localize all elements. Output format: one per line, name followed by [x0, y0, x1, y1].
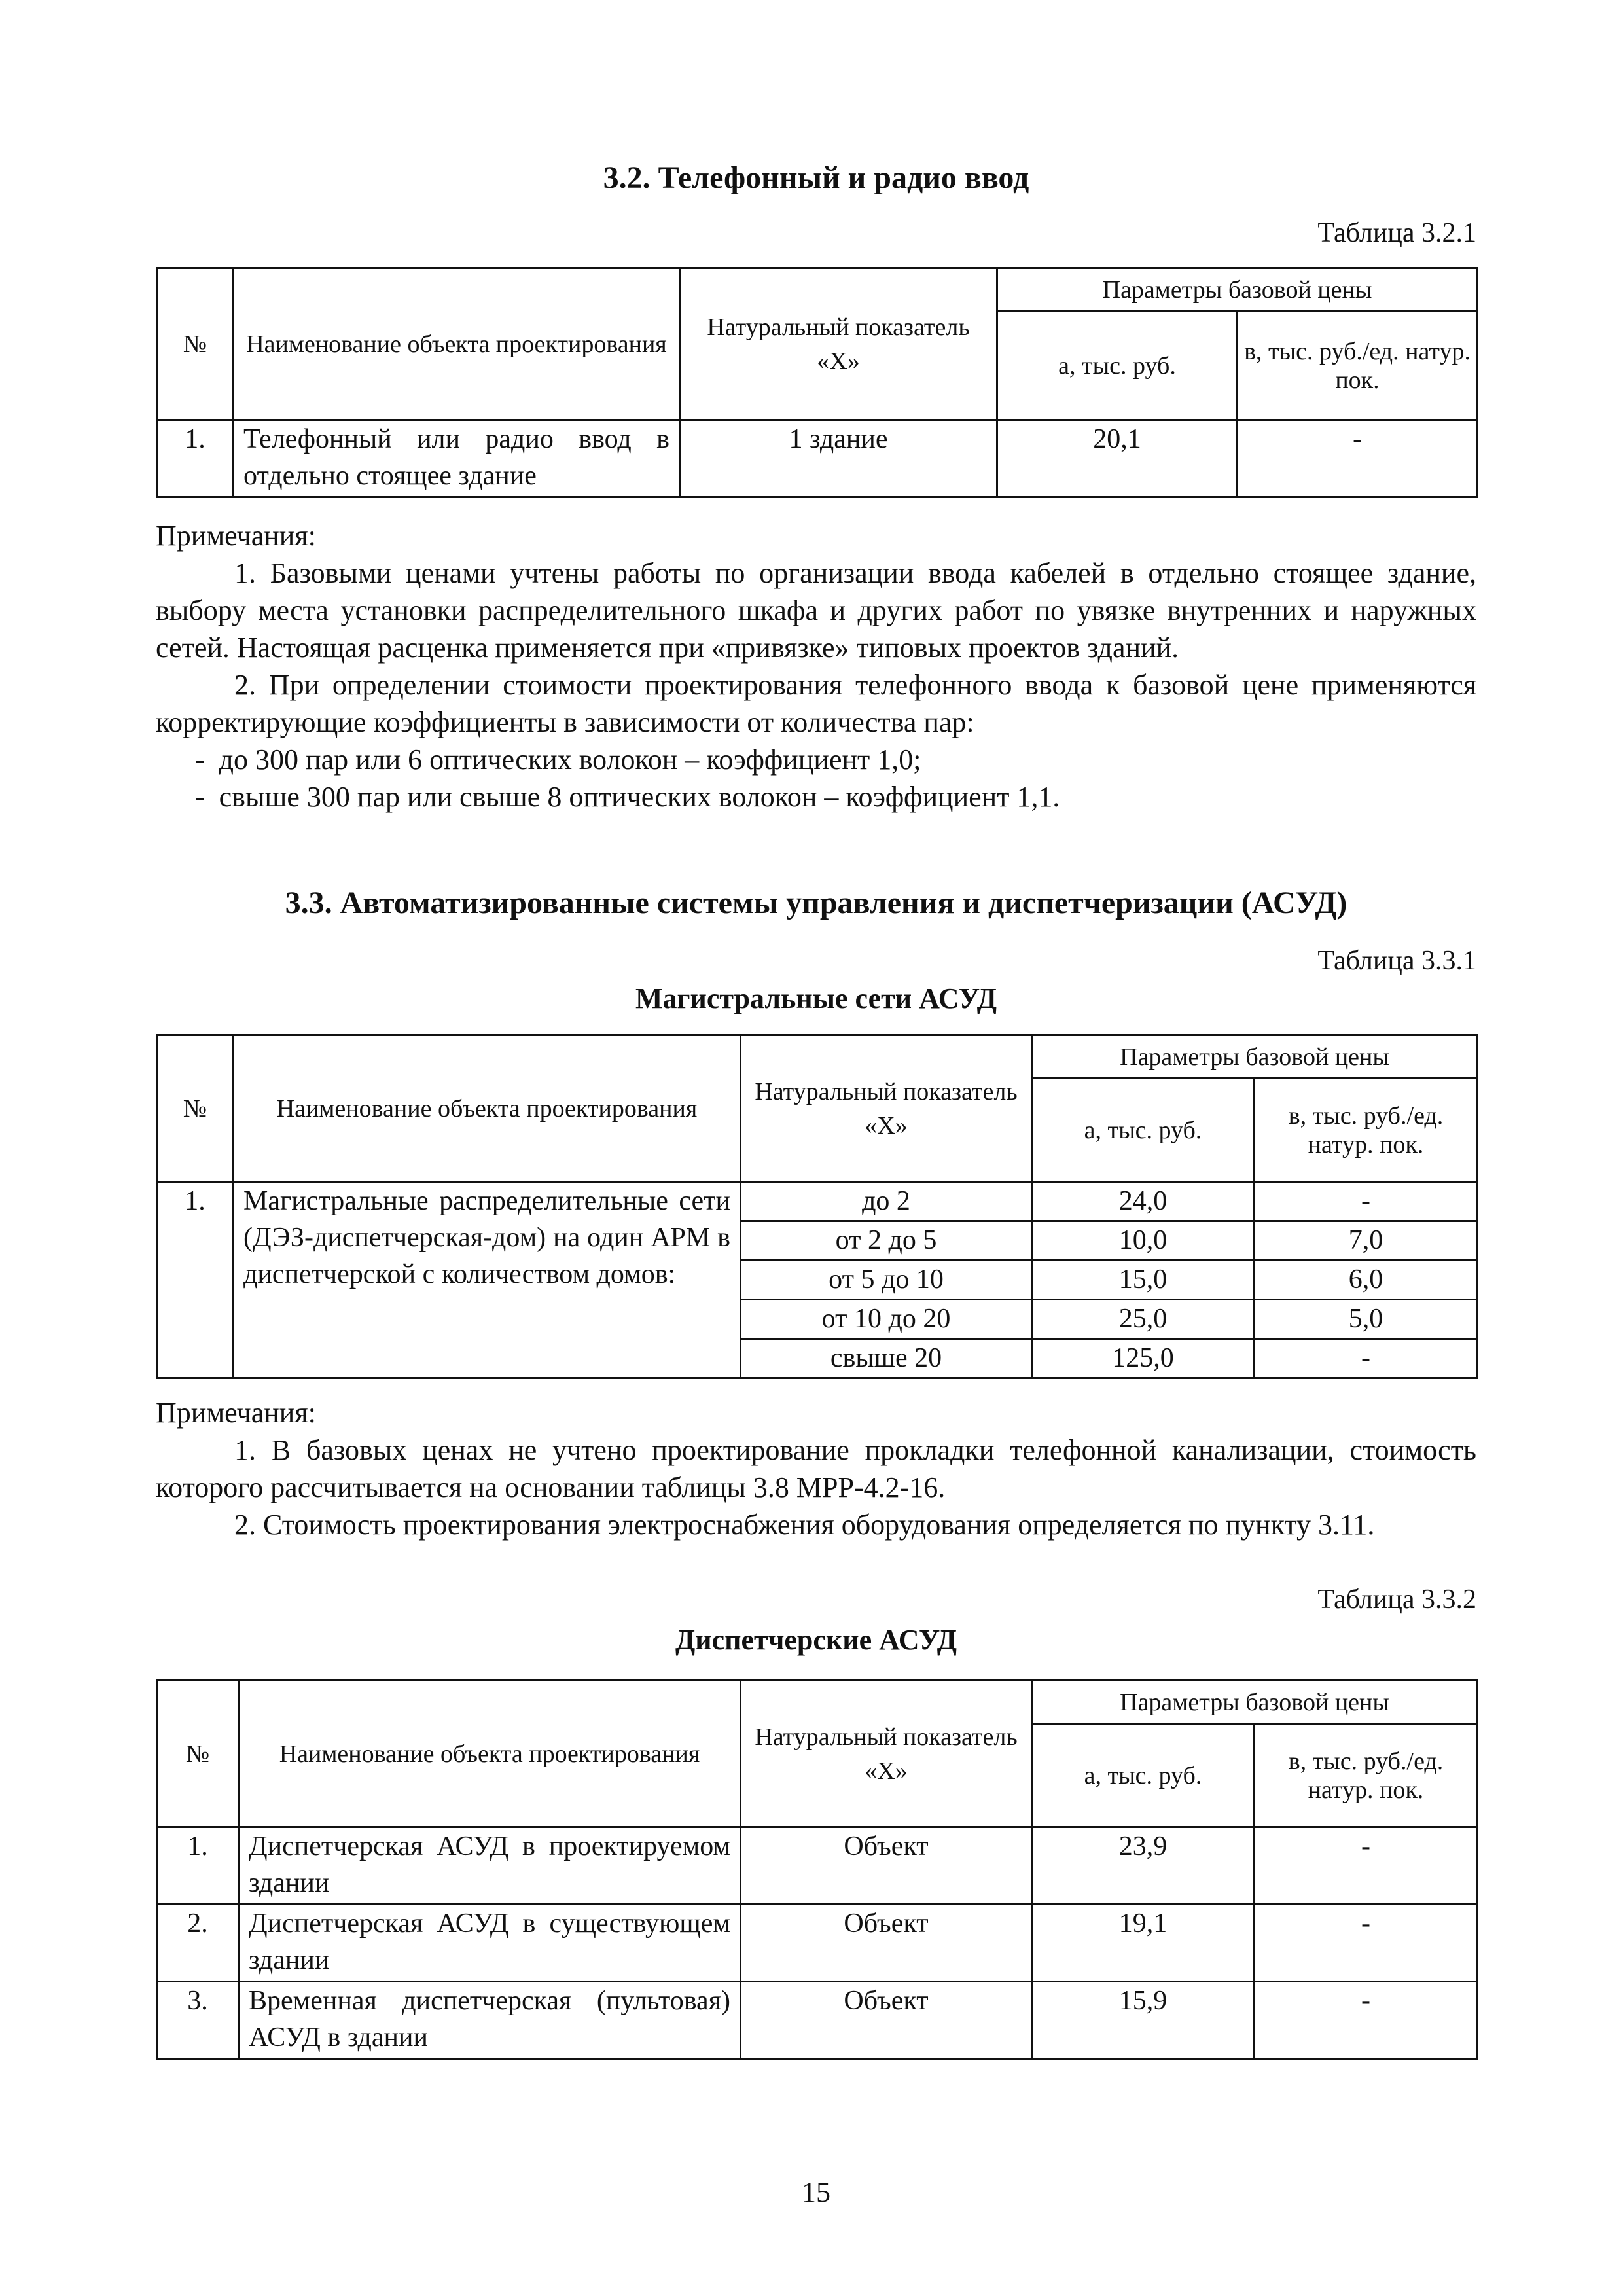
- row-b: 6,0: [1255, 1261, 1478, 1300]
- row-indicator: Объект: [741, 1905, 1032, 1982]
- row-b: 7,0: [1255, 1221, 1478, 1261]
- header-a: а, тыс. руб.: [1032, 1079, 1255, 1182]
- row-indicator: 1 здание: [680, 420, 997, 497]
- header-a: а, тыс. руб.: [1032, 1724, 1255, 1827]
- table-label-3-2-1: Таблица 3.2.1: [1317, 218, 1476, 248]
- row-a: 15,0: [1032, 1261, 1255, 1300]
- row-num: 3.: [157, 1982, 239, 2059]
- row-a: 24,0: [1032, 1182, 1255, 1221]
- header-b: в, тыс. руб./ед. натур. пок.: [1255, 1079, 1478, 1182]
- table-row: [157, 1982, 1478, 2059]
- table-row: [157, 1905, 1478, 1982]
- header-a: а, тыс. руб.: [997, 312, 1238, 420]
- page-number: 15: [802, 2176, 830, 2208]
- row-b: 5,0: [1255, 1300, 1478, 1339]
- row-indicator: от 10 до 20: [741, 1300, 1032, 1339]
- table-caption-3-3-2: Диспетчерские АСУД: [675, 1624, 957, 1656]
- row-num: 2.: [157, 1905, 239, 1982]
- row-a: 10,0: [1032, 1221, 1255, 1261]
- header-num: №: [157, 1035, 234, 1182]
- row-name: Диспетчерская АСУД в существующем здании: [239, 1905, 741, 1982]
- note-dash-1: - до 300 пар или 6 оптических волокон – коэффициент 1,0;: [195, 744, 921, 776]
- note-2: 2. При определении стоимости проектирования телефонного ввода к базовой цене применяются корректирующие коэффициенты в зависимости от количества пар:: [156, 669, 1476, 738]
- row-indicator: до 2: [741, 1182, 1032, 1221]
- row-a: 15,9: [1032, 1982, 1255, 2059]
- notes-3-2: [156, 517, 1476, 816]
- header-params: Параметры базовой цены: [1032, 1681, 1478, 1724]
- row-name: Телефонный или радио ввод в отдельно стоящее здание: [234, 420, 680, 497]
- header-num: №: [157, 268, 234, 420]
- row-indicator: Объект: [741, 1827, 1032, 1905]
- note-2: 2. Стоимость проектирования электроснабжения оборудования определяется по пункту 3.11.: [234, 1509, 1375, 1541]
- table-label-3-3-2: Таблица 3.3.2: [1317, 1585, 1476, 1615]
- table-3-3-1: [156, 1034, 1478, 1379]
- table-3-2-1: [156, 267, 1478, 498]
- row-a: 19,1: [1032, 1905, 1255, 1982]
- row-indicator: от 2 до 5: [741, 1221, 1032, 1261]
- row-indicator: от 5 до 10: [741, 1261, 1032, 1300]
- row-num: 1.: [157, 420, 234, 497]
- header-indicator: Натуральный показатель «Х»: [741, 1035, 1032, 1182]
- header-b: в, тыс. руб./ед. натур. пок.: [1238, 312, 1478, 420]
- header-num: №: [157, 1681, 239, 1827]
- notes-heading: Примечания:: [156, 520, 316, 552]
- row-num: 1.: [157, 1182, 234, 1378]
- header-indicator: Натуральный показатель «Х»: [741, 1681, 1032, 1827]
- section-title-3-2: 3.2. Телефонный и радио ввод: [603, 160, 1029, 195]
- row-a: 20,1: [997, 420, 1238, 497]
- table-label-3-3-1: Таблица 3.3.1: [1317, 946, 1476, 976]
- row-a: 25,0: [1032, 1300, 1255, 1339]
- header-params: Параметры базовой цены: [997, 268, 1478, 312]
- header-name: Наименование объекта проектирования: [234, 268, 680, 420]
- header-indicator: Натуральный показатель «Х»: [680, 268, 997, 420]
- row-indicator: свыше 20: [741, 1339, 1032, 1378]
- row-name: Магистральные распределительные сети (ДЭЗ-диспетчерская-дом) на один АРМ в диспетчерской с количеством домов:: [234, 1182, 741, 1378]
- row-indicator: Объект: [741, 1982, 1032, 2059]
- row-a: 23,9: [1032, 1827, 1255, 1905]
- row-b: -: [1255, 1982, 1478, 2059]
- row-b: -: [1238, 420, 1478, 497]
- row-name: Временная диспетчерская (пультовая) АСУД в здании: [239, 1982, 741, 2059]
- row-num: 1.: [157, 1827, 239, 1905]
- header-b: в, тыс. руб./ед. натур. пок.: [1255, 1724, 1478, 1827]
- row-name: Диспетчерская АСУД в проектируемом здании: [239, 1827, 741, 1905]
- table-row: [157, 1182, 1478, 1221]
- notes-heading: Примечания:: [156, 1397, 316, 1429]
- row-b: -: [1255, 1339, 1478, 1378]
- table-row: [157, 1827, 1478, 1905]
- table-caption-3-3-1: Магистральные сети АСУД: [635, 982, 997, 1014]
- header-name: Наименование объекта проектирования: [239, 1681, 741, 1827]
- table-row: [157, 420, 1478, 497]
- row-b: -: [1255, 1905, 1478, 1982]
- row-b: -: [1255, 1182, 1478, 1221]
- note-1: 1. Базовыми ценами учтены работы по организации ввода кабелей в отдельно стоящее здание, выбору места установки распределительного шкафа и других работ по увязке внутренних и наружных сетей. Настоящая расценка применяется при «привязке» типовых проектов зданий.: [156, 557, 1476, 664]
- notes-3-3: [156, 1394, 1476, 1543]
- header-name: Наименование объекта проектирования: [234, 1035, 741, 1182]
- row-b: -: [1255, 1827, 1478, 1905]
- table-3-3-2: [156, 1679, 1478, 2060]
- row-a: 125,0: [1032, 1339, 1255, 1378]
- section-title-3-3: 3.3. Автоматизированные системы управления и диспетчеризации (АСУД): [285, 886, 1347, 920]
- note-1: 1. В базовых ценах не учтено проектирование прокладки телефонной канализации, стоимость которого рассчитывается на основании таблицы 3.8 МРР-4.2-16.: [156, 1434, 1476, 1503]
- note-dash-2: - свыше 300 пар или свыше 8 оптических волокон – коэффициент 1,1.: [195, 781, 1060, 813]
- header-params: Параметры базовой цены: [1032, 1035, 1478, 1079]
